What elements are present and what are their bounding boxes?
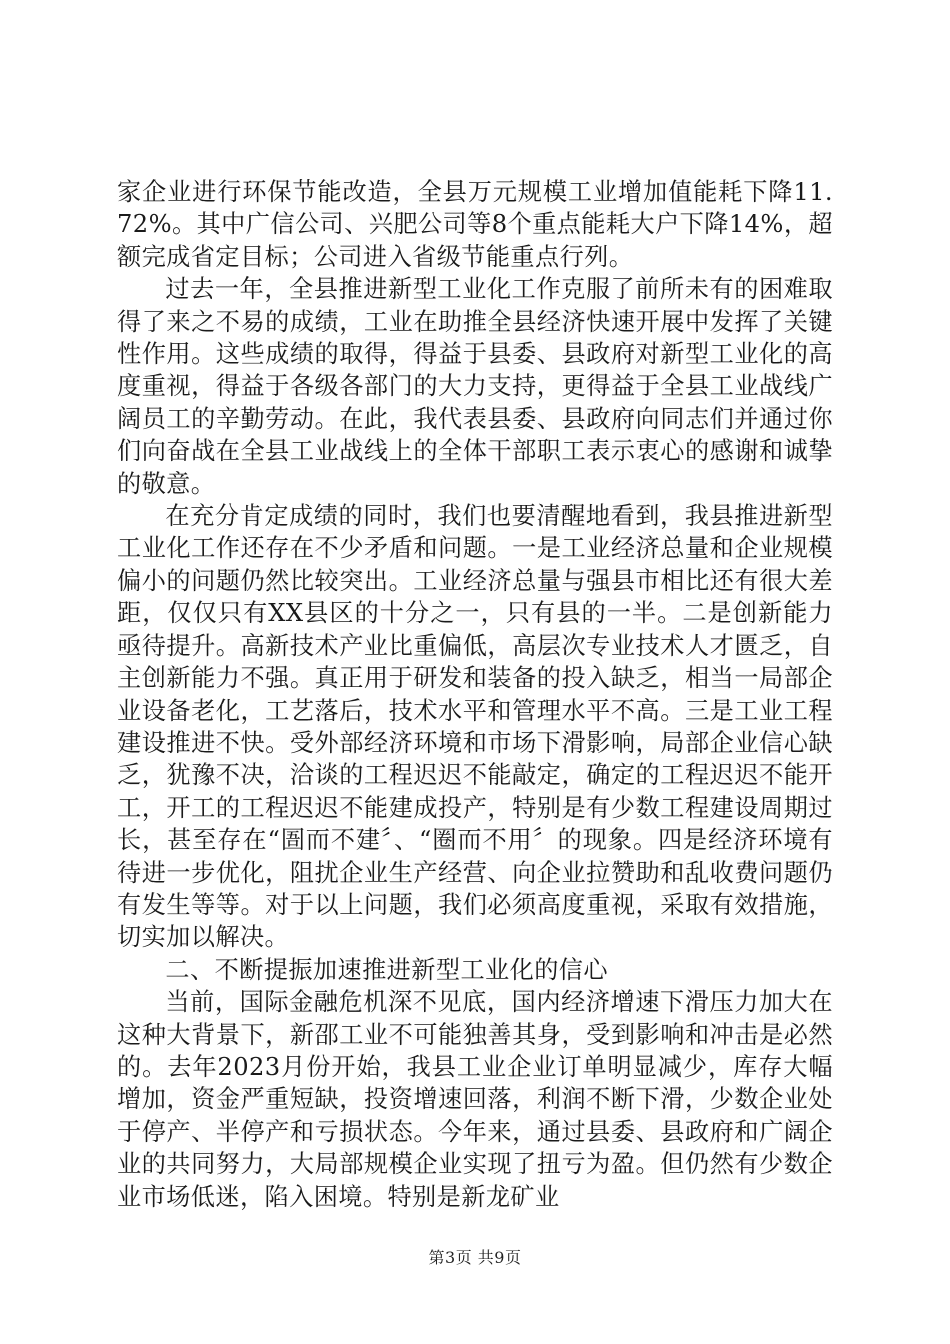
paragraph-4: 当前，国际金融危机深不见底，国内经济增速下滑压力加大在这种大背景下，新邵工业不可能独善其身，受到影响和冲击是必然的。去年2023月份开始，我县工业企业订单明显减少，库存大幅增加，资金严重短缺，投资增速回落，利润不断下滑，少数企业处于停产、半停产和亏损状态。今年来，通过县委、县政府和广阔企业的共同努力，大局部规模企业实现了扭亏为盈。但仍然有少数企业市场低迷，陷入困境。特别是新龙矿业	[117, 988, 833, 1211]
document-body	[117, 176, 833, 1213]
paragraph-3: 在充分肯定成绩的同时，我们也要清醒地看到，我县推进新型工业化工作还存在不少矛盾和问题。一是工业经济总量和企业规模偏小的问题仍然比较突出。工业经济总量与强县市相比还有很大差距，仅仅只有XX县区的十分之一，只有县的一半。二是创新能力亟待提升。高新技术产业比重偏低，高层次专业技术人才匮乏，自主创新能力不强。真正用于研发和装备的投入缺乏，相当一局部企业设备老化，工艺落后，技术水平和管理水平不高。三是工业工程建设推进不快。受外部经济环境和市场下滑影响，局部企业信心缺乏，犹豫不决，洽谈的工程迟迟不能敲定，确定的工程迟迟不能开工，开工的工程迟迟不能建成投产，特别是有少数工程建设周期过长，甚至存在“圄而不建〞、“圈而不用〞的现象。四是经济环境有待进一步优化，阻扰企业生产经营、向企业拉赞助和乱收费问题仍有发生等等。对于以上问题，我们必须高度重视，采取有效措施，切实加以解决。	[117, 502, 833, 952]
paragraph-1: 家企业进行环保节能改造，全县万元规模工业增加值能耗下降11.72%。其中广信公司、兴肥公司等8个重点能耗大户下降14%，超额完成省定目标；公司进入省级节能重点行列。	[117, 178, 833, 271]
section-heading: 二、不断提振加速推进新型工业化的信心	[165, 955, 608, 984]
page-footer: 第3页 共9页	[428, 1248, 522, 1267]
paragraph-2: 过去一年，全县推进新型工业化工作克服了前所未有的困难取得了来之不易的成绩，工业在助推全县经济快速开展中发挥了关键性作用。这些成绩的取得，得益于县委、县政府对新型工业化的高度重视，得益于各级各部门的大力支持，更得益于全县工业战线广阔员工的辛勤劳动。在此，我代表县委、县政府向同志们并通过你们向奋战在全县工业战线上的全体干部职工表示衷心的感谢和诚挚的敬意。	[117, 275, 833, 498]
